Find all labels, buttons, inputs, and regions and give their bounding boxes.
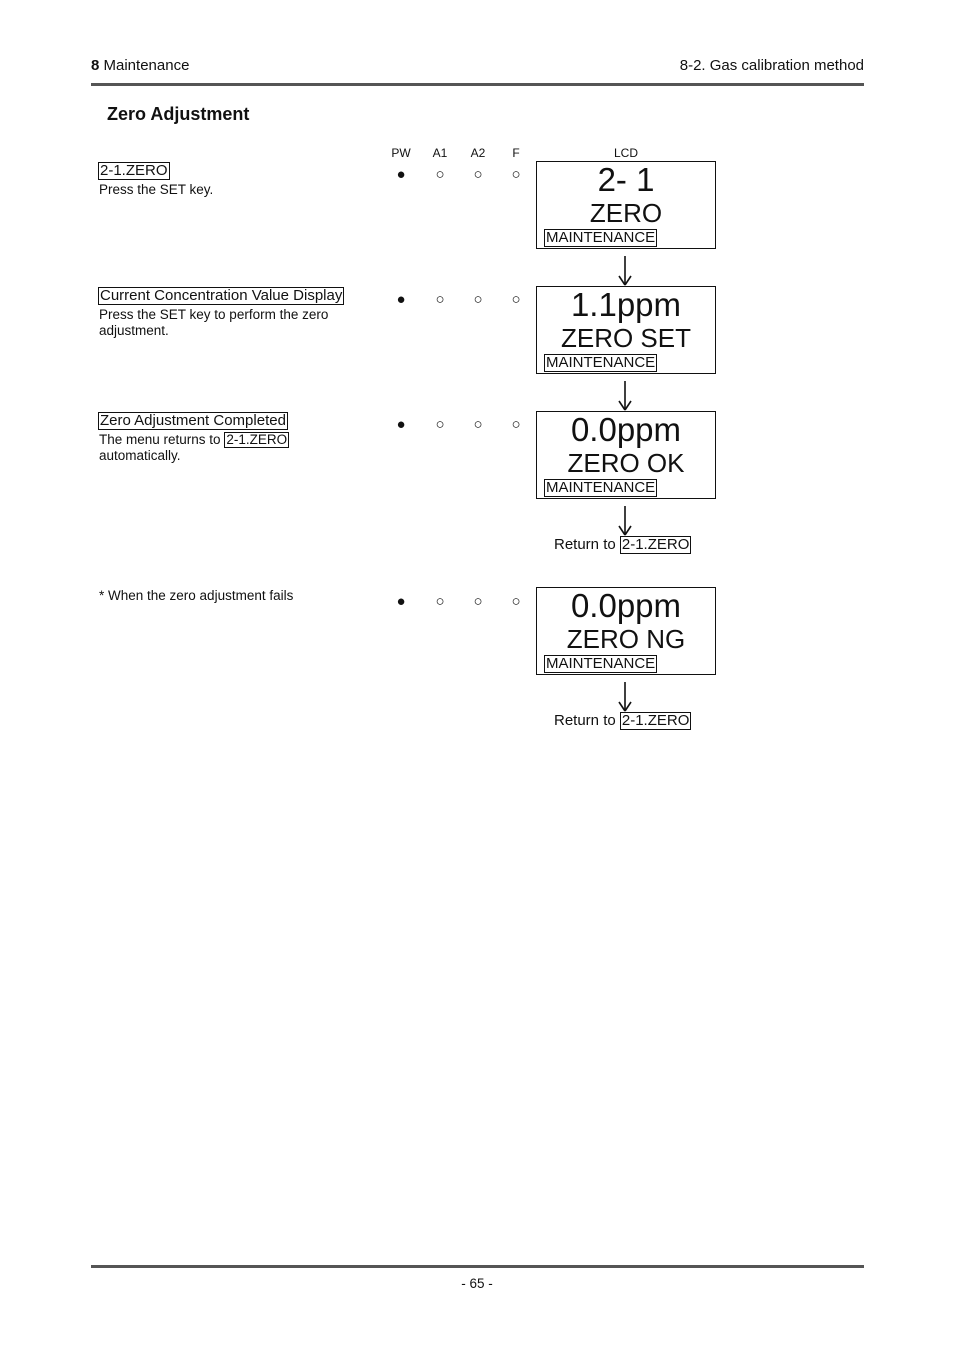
led-f-off: ○	[511, 416, 521, 433]
lcd-line-2: ZERO SET	[560, 323, 691, 353]
led-a1-off: ○	[435, 416, 445, 433]
column-f: F	[512, 146, 520, 160]
lcd-display	[536, 411, 716, 499]
lcd-display	[536, 286, 716, 374]
lcd-mode-label: MAINTENANCE	[546, 229, 656, 246]
column-lcd: LCD	[613, 146, 638, 160]
lcd-mode-label: MAINTENANCE	[546, 655, 656, 672]
menu-ref-box: 2-1.ZERO	[621, 536, 690, 553]
lcd-line-2: ZERO NG	[566, 624, 686, 654]
section-title: Zero Adjustment	[107, 104, 250, 124]
lcd-line-1: 1.1ppm	[570, 286, 682, 323]
led-a1-off: ○	[435, 291, 445, 308]
lcd-line-3	[544, 229, 657, 247]
lcd-mode-label: MAINTENANCE	[546, 354, 656, 371]
return-text: Return to	[554, 712, 616, 729]
return-note	[554, 536, 691, 554]
lcd-line-1: 0.0ppm	[570, 411, 682, 448]
column-pw: PW	[391, 146, 411, 160]
step-2-desc: Press the SET key to perform the zero adjustment.	[99, 307, 329, 338]
led-pw-on: ●	[396, 593, 406, 610]
chapter-title: Maintenance	[103, 57, 190, 74]
return-note	[554, 712, 691, 730]
step-3-desc-post: automatically.	[99, 448, 181, 463]
down-arrow-icon	[610, 380, 640, 412]
down-arrow-icon	[610, 505, 640, 537]
led-f-off: ○	[511, 291, 521, 308]
lcd-line-3	[544, 655, 657, 673]
lcd-display	[536, 587, 716, 675]
led-a2-off: ○	[473, 593, 483, 610]
header-chapter	[91, 57, 189, 74]
return-text: Return to	[554, 536, 616, 553]
menu-ref-box: 2-1.ZERO	[621, 712, 690, 729]
led-pw-on: ●	[396, 416, 406, 433]
led-pw-on: ●	[396, 291, 406, 308]
led-a2-off: ○	[473, 291, 483, 308]
footer-rule	[91, 1265, 864, 1268]
led-f-off: ○	[511, 593, 521, 610]
down-arrow-icon	[610, 255, 640, 287]
failure-note: * When the zero adjustment fails	[99, 588, 294, 603]
lcd-line-3	[544, 354, 657, 372]
step-1-title	[98, 162, 170, 180]
lcd-line-2: ZERO	[589, 198, 663, 228]
header-rule	[91, 83, 864, 86]
menu-ref-box: 2-1.ZERO	[226, 432, 288, 447]
led-a1-off: ○	[435, 166, 445, 183]
lcd-line-3	[544, 479, 657, 497]
lcd-mode-label: MAINTENANCE	[546, 479, 656, 496]
led-f-off: ○	[511, 166, 521, 183]
step-3-title-box: Zero Adjustment Completed	[100, 412, 286, 429]
step-3-title	[98, 412, 288, 430]
step-3-desc	[99, 432, 364, 464]
step-3-desc-pre: The menu returns to	[99, 432, 221, 447]
lcd-display	[536, 161, 716, 249]
step-1-title-box: 2-1.ZERO	[100, 162, 168, 179]
led-a2-off: ○	[473, 416, 483, 433]
led-a2-off: ○	[473, 166, 483, 183]
led-pw-on: ●	[396, 166, 406, 183]
chapter-number: 8	[91, 57, 100, 74]
step-2-title-box: Current Concentration Value Display	[100, 287, 343, 304]
led-a1-off: ○	[435, 593, 445, 610]
lcd-line-1: 0.0ppm	[570, 587, 682, 624]
step-2-title	[98, 287, 344, 305]
lcd-line-1: 2- 1	[597, 161, 655, 198]
column-a2: A2	[470, 146, 486, 160]
down-arrow-icon	[610, 681, 640, 713]
step-1-desc: Press the SET key.	[99, 182, 214, 197]
column-a1: A1	[432, 146, 448, 160]
header-section: 8-2. Gas calibration method	[679, 57, 864, 74]
lcd-line-2: ZERO OK	[567, 448, 685, 478]
page-number: - 65 -	[461, 1276, 493, 1291]
